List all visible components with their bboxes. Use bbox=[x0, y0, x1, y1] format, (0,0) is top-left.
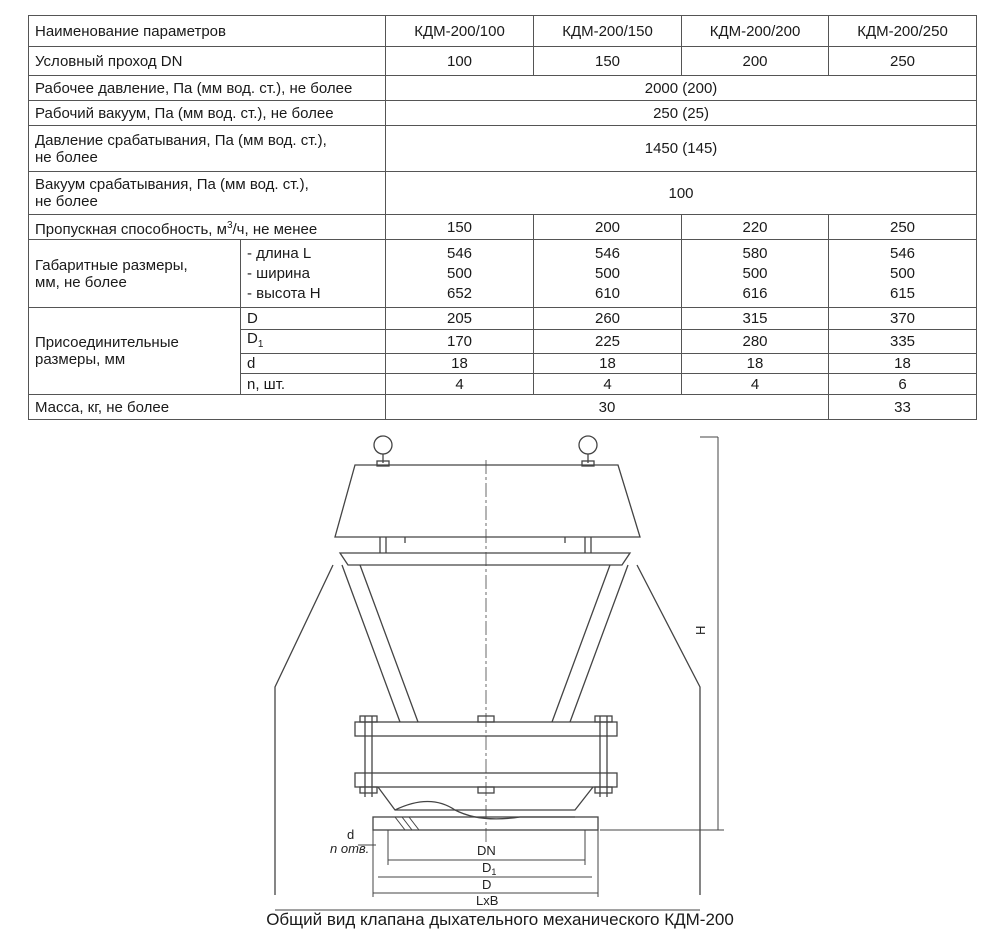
row-mass-label: Масса, кг, не более bbox=[29, 395, 386, 420]
row-trip-vacuum bbox=[29, 172, 977, 215]
dimension-value: 580 bbox=[742, 244, 768, 262]
work-vacuum-value: 250 (25) bbox=[386, 101, 977, 126]
header-model-4: КДМ-200/250 bbox=[829, 16, 977, 47]
row-dn-label: Условный проход DN bbox=[29, 47, 386, 76]
header-model-1: КДМ-200/100 bbox=[386, 16, 534, 47]
conn-D-value: 370 bbox=[829, 308, 977, 330]
conn-D1-value: 280 bbox=[682, 330, 829, 354]
dimensions-model-4 bbox=[829, 240, 977, 308]
dimension-value: 652 bbox=[447, 284, 473, 302]
trip-pressure-label-line1: Давление срабатывания, Па (мм вод. ст.), bbox=[35, 131, 327, 149]
dimension-value: 500 bbox=[742, 264, 768, 282]
header-param-cell: Наименование параметров bbox=[29, 16, 386, 47]
conn-D-value: 205 bbox=[386, 308, 534, 330]
conn-sub-D1 bbox=[241, 330, 386, 354]
conn-D1-index: 1 bbox=[257, 339, 264, 350]
capacity-value: 150 bbox=[386, 215, 534, 240]
dim-notv-label: n отв. bbox=[330, 841, 370, 856]
row-work-vacuum bbox=[29, 101, 977, 126]
dimension-value: 610 bbox=[595, 284, 621, 302]
row-dn bbox=[29, 47, 977, 76]
dim-D-label: D bbox=[482, 877, 492, 892]
conn-D1-value: 170 bbox=[386, 330, 534, 354]
capacity-label-post: /ч, не менее bbox=[232, 220, 318, 238]
dim-D1-sub: 1 bbox=[491, 867, 497, 877]
dim-D1-letter: D bbox=[482, 860, 492, 875]
header-row bbox=[29, 16, 977, 47]
row-conn-D bbox=[29, 308, 977, 330]
dimensions-sub-height: - высота H bbox=[247, 284, 321, 302]
drawing-caption: Общий вид клапана дыхательного механического КДМ-200 bbox=[266, 910, 734, 929]
capacity-value: 250 bbox=[829, 215, 977, 240]
outer-shell-left bbox=[275, 565, 333, 895]
trip-vacuum-value: 100 bbox=[386, 172, 977, 215]
mass-value-last: 33 bbox=[829, 395, 977, 420]
dn-value: 250 bbox=[829, 47, 977, 76]
connection-label-line1: Присоединительные bbox=[35, 334, 179, 351]
conn-D1-value: 335 bbox=[829, 330, 977, 354]
row-trip-pressure bbox=[29, 126, 977, 172]
header-model-3: КДМ-200/200 bbox=[682, 16, 829, 47]
header-model-2: КДМ-200/150 bbox=[534, 16, 682, 47]
cone-wall-left bbox=[342, 565, 418, 722]
conn-n-value: 4 bbox=[682, 374, 829, 395]
dimension-value: 500 bbox=[447, 264, 473, 282]
capacity-value: 200 bbox=[534, 215, 682, 240]
trip-vacuum-label-line1: Вакуум срабатывания, Па (мм вод. ст.), bbox=[35, 176, 309, 193]
dimension-value: 546 bbox=[447, 244, 473, 262]
dimensions-model-2 bbox=[534, 240, 682, 308]
conn-d-value: 18 bbox=[386, 354, 534, 374]
work-pressure-value: 2000 (200) bbox=[386, 76, 977, 101]
outer-shell-right bbox=[637, 565, 700, 895]
row-connection-label bbox=[29, 308, 241, 395]
spec-table bbox=[28, 15, 977, 420]
body-top bbox=[340, 553, 630, 565]
dim-d-label: d bbox=[347, 827, 355, 842]
dn-value: 150 bbox=[534, 47, 682, 76]
row-work-pressure bbox=[29, 76, 977, 101]
lifting-eye-left bbox=[374, 436, 392, 466]
dimensions-sublabels bbox=[241, 240, 386, 308]
capacity-value: 220 bbox=[682, 215, 829, 240]
connection-label-line2: размеры, мм bbox=[35, 351, 126, 368]
dimension-value: 616 bbox=[742, 284, 768, 302]
dimensions-model-1 bbox=[386, 240, 534, 308]
dimension-value: 546 bbox=[595, 244, 621, 262]
flange-hatch bbox=[395, 817, 419, 830]
dimension-value: 546 bbox=[890, 244, 916, 262]
conn-n-value: 4 bbox=[386, 374, 534, 395]
conn-sub-D: D bbox=[241, 308, 386, 330]
mass-value-group: 30 bbox=[386, 395, 829, 420]
cone-wall-right bbox=[552, 565, 628, 722]
dimensions-label-line1: Габаритные размеры, bbox=[35, 256, 188, 274]
conn-sub-n: n, шт. bbox=[241, 374, 386, 395]
dim-D1-label bbox=[482, 860, 496, 877]
trip-vacuum-label-line2: не более bbox=[35, 193, 98, 210]
conn-n-value: 4 bbox=[534, 374, 682, 395]
conn-D1-value: 225 bbox=[534, 330, 682, 354]
conn-D-value: 315 bbox=[682, 308, 829, 330]
row-work-pressure-label: Рабочее давление, Па (мм вод. ст.), не более bbox=[29, 76, 386, 101]
dimension-lines bbox=[275, 437, 724, 910]
row-trip-pressure-label bbox=[29, 126, 386, 172]
dim-H-label: H bbox=[693, 625, 708, 635]
row-dimensions bbox=[29, 240, 977, 308]
valve-hood bbox=[335, 465, 640, 537]
conn-d-value: 18 bbox=[829, 354, 977, 374]
conn-D1-letter: D bbox=[247, 330, 258, 347]
valve-drawing bbox=[0, 425, 1000, 945]
conn-D-value: 260 bbox=[534, 308, 682, 330]
trip-pressure-value: 1450 (145) bbox=[386, 126, 977, 172]
dimension-value: 500 bbox=[595, 264, 621, 282]
trip-pressure-label-line2: не более bbox=[35, 148, 98, 166]
hood-supports bbox=[380, 537, 591, 553]
row-mass bbox=[29, 395, 977, 420]
row-work-vacuum-label: Рабочий вакуум, Па (мм вод. ст.), не более bbox=[29, 101, 386, 126]
lifting-eye-right bbox=[579, 436, 597, 466]
capacity-label-pre: Пропускная способность, м bbox=[35, 220, 227, 238]
dimensions-model-3 bbox=[682, 240, 829, 308]
row-capacity-label bbox=[29, 215, 386, 240]
valve-seat bbox=[378, 787, 593, 810]
conn-sub-d: d bbox=[241, 354, 386, 374]
dn-value: 200 bbox=[682, 47, 829, 76]
capacity-label-sup: 3 bbox=[226, 219, 233, 231]
dn-value: 100 bbox=[386, 47, 534, 76]
conn-d-value: 18 bbox=[682, 354, 829, 374]
dimensions-sub-width: - ширина bbox=[247, 264, 310, 282]
row-capacity bbox=[29, 215, 977, 240]
row-dimensions-label bbox=[29, 240, 241, 308]
dimensions-label-line2: мм, не более bbox=[35, 273, 127, 291]
dimension-value: 615 bbox=[890, 284, 916, 302]
row-trip-vacuum-label bbox=[29, 172, 386, 215]
dim-DN-label: DN bbox=[477, 843, 496, 858]
dim-LxB-label: LxB bbox=[476, 893, 499, 908]
dimension-value: 500 bbox=[890, 264, 916, 282]
conn-d-value: 18 bbox=[534, 354, 682, 374]
dimensions-sub-length: - длина L bbox=[247, 244, 312, 262]
conn-n-value: 6 bbox=[829, 374, 977, 395]
